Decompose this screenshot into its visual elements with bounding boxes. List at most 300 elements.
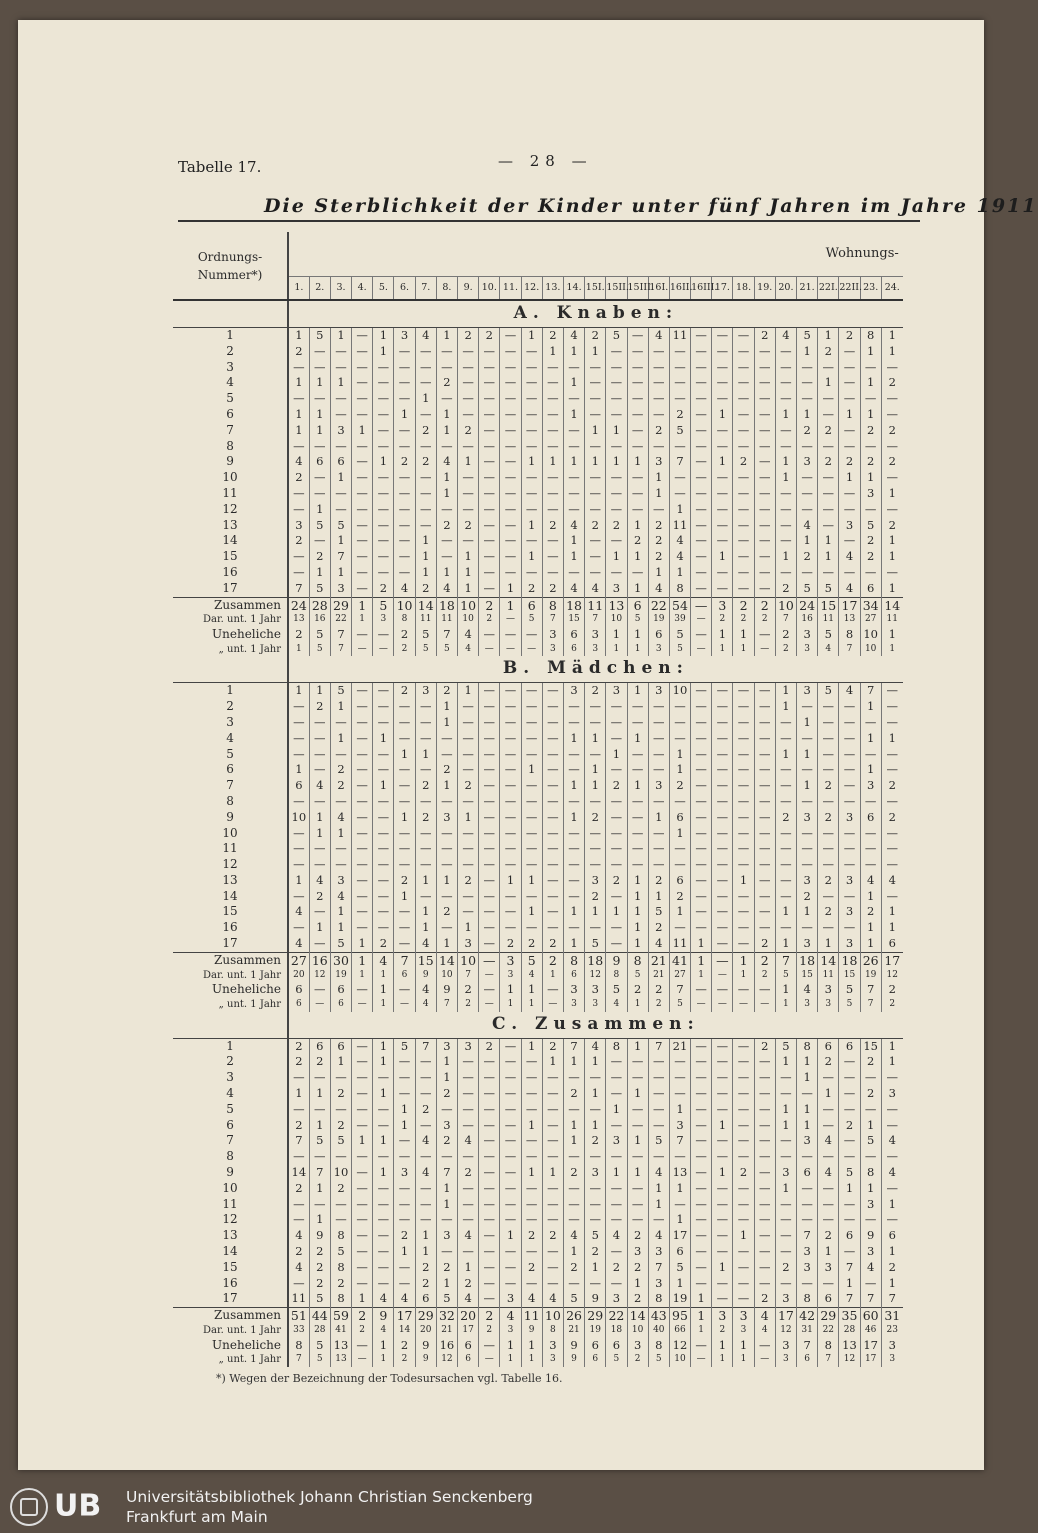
summary-cell: 8: [648, 1338, 669, 1354]
cell: 7: [436, 1165, 457, 1181]
cell: —: [712, 581, 733, 597]
column-number: 6.: [394, 277, 415, 301]
cell: 3: [330, 873, 351, 889]
cell: —: [394, 699, 415, 715]
cell: 1: [860, 1181, 881, 1197]
table-row: [173, 1291, 903, 1307]
summary-cell: 3: [500, 952, 521, 968]
row-number: 10: [173, 1181, 288, 1197]
cell: —: [733, 920, 754, 936]
cell: 1: [309, 565, 330, 581]
cell: —: [436, 826, 457, 842]
summary-cell: 4: [373, 1324, 394, 1338]
cell: 4: [415, 1165, 436, 1181]
summary-cell: 10: [775, 597, 796, 613]
cell: —: [733, 486, 754, 502]
cell: 3: [839, 904, 860, 920]
cell: —: [754, 1086, 775, 1102]
cell: 1: [309, 810, 330, 826]
cell: 5: [860, 1133, 881, 1149]
summary-cell: 4: [521, 969, 542, 983]
cell: 10: [330, 1165, 351, 1181]
cell: 7: [288, 581, 309, 597]
cell: —: [436, 1149, 457, 1165]
cell: 4: [563, 328, 584, 344]
summary-cell: 7: [542, 613, 563, 627]
cell: 1: [818, 1244, 839, 1260]
cell: —: [881, 391, 903, 407]
cell: 17: [669, 1228, 690, 1244]
cell: —: [542, 1086, 563, 1102]
cell: —: [500, 454, 521, 470]
cell: 1: [373, 731, 394, 747]
cell: 5: [309, 581, 330, 597]
cell: —: [415, 407, 436, 423]
cell: —: [691, 810, 712, 826]
cell: —: [881, 407, 903, 423]
cell: —: [436, 360, 457, 376]
cell: —: [691, 762, 712, 778]
cell: —: [733, 826, 754, 842]
cell: —: [288, 1212, 309, 1228]
cell: —: [479, 1149, 500, 1165]
cell: —: [627, 747, 648, 763]
cell: 1: [881, 581, 903, 597]
cell: —: [542, 423, 563, 439]
summary-cell: 20: [288, 969, 309, 983]
cell: —: [352, 1149, 373, 1165]
summary-label: „ unt. 1 Jahr: [173, 643, 288, 657]
cell: —: [691, 360, 712, 376]
cell: 3: [818, 1260, 839, 1276]
summary-cell: 32: [436, 1308, 457, 1324]
summary-cell: —: [500, 643, 521, 657]
cell: —: [500, 826, 521, 842]
summary-cell: 3: [881, 1353, 903, 1367]
cell: —: [458, 486, 479, 502]
section-title: B. Mädchen:: [288, 656, 903, 683]
summary-cell: 3: [563, 998, 584, 1012]
cell: —: [797, 762, 818, 778]
cell: —: [330, 715, 351, 731]
summary-cell: 7: [330, 627, 351, 643]
cell: —: [881, 889, 903, 905]
cell: —: [669, 841, 690, 857]
cell: —: [627, 328, 648, 344]
cell: —: [309, 1070, 330, 1086]
cell: —: [352, 1181, 373, 1197]
cell: 2: [669, 407, 690, 423]
cell: —: [712, 533, 733, 549]
summary-cell: 5: [627, 613, 648, 627]
summary-cell: 12: [585, 969, 606, 983]
cell: —: [352, 1054, 373, 1070]
cell: —: [733, 423, 754, 439]
cell: —: [479, 423, 500, 439]
cell: 1: [542, 1054, 563, 1070]
cell: —: [733, 1102, 754, 1118]
cell: 1: [415, 549, 436, 565]
cell: 2: [373, 581, 394, 597]
cell: 8: [797, 1291, 818, 1307]
cell: —: [839, 1102, 860, 1118]
summary-cell: 8: [818, 1338, 839, 1354]
cell: 2: [330, 762, 351, 778]
cell: —: [754, 423, 775, 439]
cell: —: [797, 1197, 818, 1213]
cell: —: [479, 762, 500, 778]
cell: —: [606, 470, 627, 486]
cell: 6: [288, 778, 309, 794]
cell: 1: [394, 1118, 415, 1134]
cell: —: [479, 533, 500, 549]
cell: 1: [542, 344, 563, 360]
summary-cell: 2: [754, 597, 775, 613]
summary-cell: 60: [860, 1308, 881, 1324]
cell: 2: [521, 936, 542, 952]
cell: —: [373, 904, 394, 920]
cell: 9: [585, 1291, 606, 1307]
cell: 2: [797, 549, 818, 565]
cell: —: [691, 518, 712, 534]
summary-cell: 3: [881, 1338, 903, 1354]
row-number: 8: [173, 1149, 288, 1165]
cell: 2: [330, 1118, 351, 1134]
cell: —: [394, 533, 415, 549]
row-number: 2: [173, 344, 288, 360]
cell: —: [712, 1133, 733, 1149]
cell: —: [627, 423, 648, 439]
cell: 4: [797, 518, 818, 534]
cell: —: [669, 1197, 690, 1213]
summary-cell: 28: [309, 1324, 330, 1338]
cell: —: [648, 1149, 669, 1165]
cell: —: [733, 1086, 754, 1102]
summary-cell: 2: [458, 998, 479, 1012]
cell: —: [606, 731, 627, 747]
cell: 4: [288, 1260, 309, 1276]
summary-cell: 17: [775, 1308, 796, 1324]
cell: —: [542, 715, 563, 731]
summary-cell: 2: [458, 982, 479, 998]
summary-cell: 7: [436, 998, 457, 1012]
summary-label: Dar. unt. 1 Jahr: [173, 613, 288, 627]
cell: 1: [818, 533, 839, 549]
cell: —: [458, 889, 479, 905]
cell: —: [839, 826, 860, 842]
cell: 2: [606, 1260, 627, 1276]
cell: —: [521, 407, 542, 423]
summary-cell: 15: [563, 613, 584, 627]
cell: 1: [627, 731, 648, 747]
cell: 2: [585, 810, 606, 826]
cell: —: [648, 1054, 669, 1070]
summary-cell: 2: [352, 1324, 373, 1338]
summary-cell: —: [691, 613, 712, 627]
cell: 2: [288, 1118, 309, 1134]
cell: —: [818, 920, 839, 936]
cell: —: [648, 841, 669, 857]
table-row: [173, 423, 903, 439]
cell: 2: [500, 936, 521, 952]
cell: —: [394, 439, 415, 455]
cell: —: [585, 391, 606, 407]
row-header: Ordnungs- Nummer*): [173, 232, 288, 300]
summary-cell: 10: [542, 1308, 563, 1324]
cell: 2: [458, 328, 479, 344]
cell: —: [479, 873, 500, 889]
cell: —: [712, 794, 733, 810]
cell: —: [352, 747, 373, 763]
column-number: 22I.: [818, 277, 839, 301]
cell: 2: [627, 533, 648, 549]
column-number: 7.: [415, 277, 436, 301]
cell: —: [712, 1212, 733, 1228]
cell: —: [818, 841, 839, 857]
cell: 1: [648, 565, 669, 581]
cell: —: [352, 762, 373, 778]
cell: 1: [712, 1165, 733, 1181]
column-number: 15II.: [606, 277, 627, 301]
cell: —: [500, 1276, 521, 1292]
cell: 1: [415, 747, 436, 763]
summary-cell: 1: [627, 627, 648, 643]
summary-label: „ unt. 1 Jahr: [173, 1353, 288, 1367]
cell: 1: [881, 533, 903, 549]
cell: —: [648, 1086, 669, 1102]
cell: —: [521, 794, 542, 810]
cell: —: [691, 1133, 712, 1149]
row-number: 11: [173, 841, 288, 857]
cell: —: [733, 715, 754, 731]
cell: —: [606, 1054, 627, 1070]
cell: 1: [563, 375, 584, 391]
cell: —: [712, 1086, 733, 1102]
summary-cell: 19: [330, 969, 351, 983]
cell: 1: [563, 1133, 584, 1149]
summary-cell: 2: [733, 613, 754, 627]
cell: —: [352, 1212, 373, 1228]
cell: —: [288, 826, 309, 842]
cell: 1: [818, 328, 839, 344]
cell: 2: [775, 1260, 796, 1276]
cell: —: [691, 1165, 712, 1181]
cell: —: [563, 470, 584, 486]
cell: —: [330, 1197, 351, 1213]
cell: 1: [458, 581, 479, 597]
cell: 2: [648, 920, 669, 936]
cell: —: [754, 762, 775, 778]
column-number: 16I.: [648, 277, 669, 301]
summary-cell: 1: [521, 1353, 542, 1367]
summary-cell: 21: [648, 952, 669, 968]
cell: —: [733, 328, 754, 344]
row-number: 17: [173, 936, 288, 952]
summary-cell: 15: [818, 597, 839, 613]
cell: 4: [288, 904, 309, 920]
cell: 7: [860, 683, 881, 699]
cell: 2: [330, 1276, 351, 1292]
summary-cell: —: [352, 643, 373, 657]
cell: —: [606, 936, 627, 952]
cell: 2: [881, 423, 903, 439]
summary-cell: 4: [754, 1308, 775, 1324]
table-row: [173, 810, 903, 826]
summary-cell: —: [691, 627, 712, 643]
cell: —: [500, 1181, 521, 1197]
cell: 5: [309, 328, 330, 344]
cell: 11: [669, 936, 690, 952]
column-number: 16III.: [691, 277, 712, 301]
cell: 2: [818, 344, 839, 360]
summary-cell: 18: [585, 952, 606, 968]
summary-cell: 2: [542, 952, 563, 968]
cell: 1: [436, 1276, 457, 1292]
cell: 4: [669, 533, 690, 549]
cell: —: [691, 565, 712, 581]
cell: 3: [797, 873, 818, 889]
summary-cell: 1: [712, 1338, 733, 1354]
cell: —: [712, 904, 733, 920]
cell: —: [691, 1181, 712, 1197]
cell: —: [563, 1070, 584, 1086]
cell: —: [415, 1197, 436, 1213]
column-number: 4.: [352, 277, 373, 301]
cell: —: [479, 826, 500, 842]
summary-cell: 1: [691, 952, 712, 968]
cell: —: [394, 1212, 415, 1228]
cell: —: [691, 439, 712, 455]
cell: —: [563, 1197, 584, 1213]
cell: —: [458, 375, 479, 391]
cell: 2: [733, 454, 754, 470]
cell: 2: [288, 1038, 309, 1054]
cell: 1: [669, 1181, 690, 1197]
row-number: 13: [173, 1228, 288, 1244]
section-spacer: [173, 1012, 288, 1039]
cell: 1: [881, 1276, 903, 1292]
summary-cell: 10: [606, 613, 627, 627]
cell: 1: [839, 1276, 860, 1292]
cell: 1: [839, 470, 860, 486]
cell: 5: [330, 518, 351, 534]
summary-cell: —: [712, 969, 733, 983]
cell: —: [860, 1276, 881, 1292]
cell: —: [881, 1181, 903, 1197]
cell: 1: [500, 873, 521, 889]
cell: —: [542, 1197, 563, 1213]
cell: —: [479, 1244, 500, 1260]
table-row: [173, 920, 903, 936]
cell: 4: [648, 1165, 669, 1181]
cell: 3: [648, 1276, 669, 1292]
table-label: Tabelle 17.: [178, 158, 262, 176]
summary-row: [173, 952, 903, 968]
summary-cell: 3: [775, 1338, 796, 1354]
cell: —: [754, 873, 775, 889]
cell: —: [585, 1070, 606, 1086]
cell: —: [479, 439, 500, 455]
column-header: Wohnungs-: [288, 232, 903, 277]
cell: —: [606, 375, 627, 391]
cell: —: [309, 470, 330, 486]
cell: 6: [860, 581, 881, 597]
cell: 1: [521, 328, 542, 344]
cell: —: [373, 391, 394, 407]
cell: 11: [288, 1291, 309, 1307]
row-number: 6: [173, 1118, 288, 1134]
cell: —: [754, 1212, 775, 1228]
summary-cell: 20: [415, 1324, 436, 1338]
cell: —: [309, 360, 330, 376]
cell: —: [563, 857, 584, 873]
cell: 4: [415, 328, 436, 344]
summary-row: [173, 1338, 903, 1354]
cell: 7: [839, 1291, 860, 1307]
cell: 1: [627, 1276, 648, 1292]
cell: —: [521, 857, 542, 873]
cell: —: [712, 423, 733, 439]
cell: —: [394, 920, 415, 936]
cell: 5: [669, 423, 690, 439]
row-number: 2: [173, 1054, 288, 1070]
cell: —: [627, 565, 648, 581]
cell: 5: [436, 1291, 457, 1307]
summary-cell: 11: [881, 613, 903, 627]
cell: —: [479, 857, 500, 873]
cell: 2: [330, 778, 351, 794]
cell: —: [458, 502, 479, 518]
cell: —: [458, 762, 479, 778]
summary-row: [173, 1324, 903, 1338]
cell: —: [669, 360, 690, 376]
cell: 1: [627, 873, 648, 889]
summary-label: Uneheliche: [173, 627, 288, 643]
cell: —: [733, 794, 754, 810]
cell: —: [627, 826, 648, 842]
cell: —: [394, 762, 415, 778]
cell: —: [585, 439, 606, 455]
cell: 1: [288, 375, 309, 391]
cell: —: [352, 1038, 373, 1054]
cell: —: [606, 502, 627, 518]
cell: —: [691, 502, 712, 518]
cell: 1: [627, 936, 648, 952]
cell: 4: [648, 936, 669, 952]
cell: —: [500, 747, 521, 763]
cell: —: [479, 407, 500, 423]
cell: 1: [309, 1086, 330, 1102]
cell: —: [648, 762, 669, 778]
cell: 1: [585, 1260, 606, 1276]
summary-cell: —: [394, 998, 415, 1012]
summary-cell: 1: [733, 952, 754, 968]
cell: —: [691, 841, 712, 857]
cell: 5: [394, 1038, 415, 1054]
cell: —: [839, 565, 860, 581]
cell: —: [712, 1197, 733, 1213]
cell: 6: [839, 1228, 860, 1244]
cell: —: [648, 375, 669, 391]
cell: —: [606, 407, 627, 423]
cell: —: [860, 360, 881, 376]
cell: 1: [669, 502, 690, 518]
cell: 1: [288, 873, 309, 889]
summary-cell: 7: [839, 643, 860, 657]
cell: —: [839, 391, 860, 407]
summary-cell: 5: [648, 1353, 669, 1367]
cell: 2: [436, 904, 457, 920]
